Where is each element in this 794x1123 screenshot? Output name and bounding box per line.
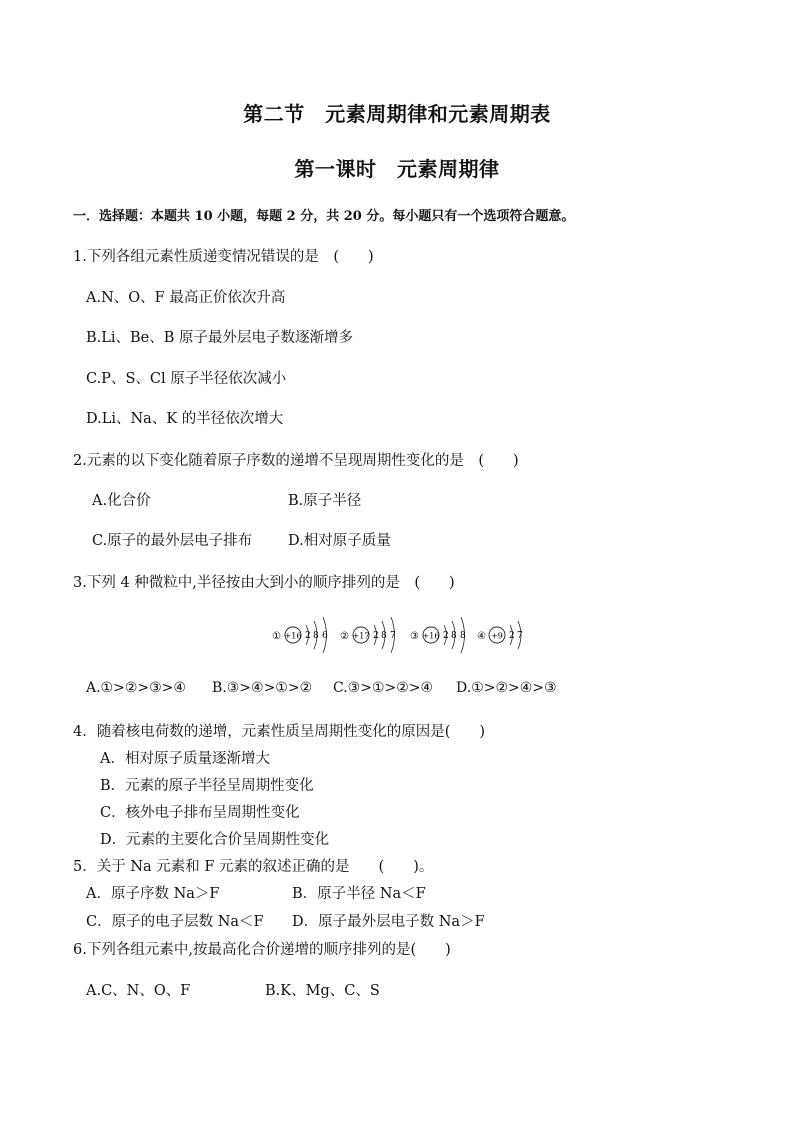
question-4-option-c: C．核外电子排布呈周期性变化 <box>100 805 300 821</box>
particle-3-shell-2: 8 <box>451 631 457 641</box>
question-1-option-a: A.N、O、F 最高正价依次升高 <box>86 290 286 306</box>
question-4-option-a: A．相对原子质量逐渐增大 <box>100 751 270 767</box>
particle-2-nucleus: +17 <box>352 631 370 641</box>
atomic-structure-diagram <box>268 612 528 658</box>
particle-3-nucleus: +16 <box>422 631 440 641</box>
particle-1-diagram <box>272 617 328 653</box>
question-4-stem: 4．随着核电荷数的递增，元素性质呈周期性变化的原因是( ) <box>73 724 486 740</box>
particle-2-number: ② <box>340 631 349 642</box>
question-4-option-b: B．元素的原子半径呈周期性变化 <box>100 778 314 794</box>
page-subtitle: 第一课时 元素周期律 <box>294 157 500 181</box>
question-1-option-d: D.Li、Na、K 的半径依次增大 <box>86 411 284 427</box>
question-3-option-c: C.③>①>②>④ <box>333 680 434 696</box>
question-5-option-d: D．原子最外层电子数 Na＞F <box>292 914 485 930</box>
question-5-option-b: B．原子半径 Na＜F <box>292 886 426 902</box>
particle-1-shell-2: 8 <box>313 631 319 641</box>
particle-3-number: ③ <box>410 631 419 642</box>
particle-1-nucleus: +16 <box>284 631 302 641</box>
particle-3-diagram <box>410 617 466 653</box>
particle-4-diagram <box>477 621 523 649</box>
particle-3-shell-3: 8 <box>460 631 466 641</box>
question-2-stem: 2.元素的以下变化随着原子序数的递增不呈现周期性变化的是 ( ) <box>73 453 519 469</box>
question-5-option-c: C．原子的电子层数 Na＜F <box>86 914 264 930</box>
question-6-option-a: A.C、N、O、F <box>86 983 191 999</box>
particle-1-shell-3: 6 <box>322 631 328 641</box>
question-2-option-c: C.原子的最外层电子排布 <box>92 533 253 549</box>
question-5-stem: 5．关于 Na 元素和 F 元素的叙述正确的是 ( )。 <box>73 859 434 875</box>
section-heading: 一．选择题：本题共 10 小题，每题 2 分，共 20 分。每小题只有一个选项符合题意。 <box>73 209 575 224</box>
page-title: 第二节 元素周期律和元素周期表 <box>243 102 551 126</box>
question-3-stem: 3.下列 4 种微粒中,半径按由大到小的顺序排列的是 ( ) <box>73 575 455 591</box>
question-4-option-d: D．元素的主要化合价呈周期性变化 <box>100 832 330 848</box>
question-1-option-c: C.P、S、Cl 原子半径依次减小 <box>86 371 287 387</box>
particle-2-shell-3: 7 <box>390 631 396 641</box>
question-3-option-a: A.①>②>③>④ <box>86 680 186 696</box>
question-2-option-a: A.化合价 <box>92 493 151 509</box>
question-2-option-b: B.原子半径 <box>288 493 362 509</box>
question-1-stem: 1.下列各组元素性质递变情况错误的是 ( ) <box>73 249 374 265</box>
question-6-stem: 6.下列各组元素中,按最高化合价递增的顺序排列的是( ) <box>73 942 451 958</box>
particle-1-number: ① <box>272 631 281 642</box>
question-3-option-b: B.③>④>①>② <box>212 680 313 696</box>
question-2-option-d: D.相对原子质量 <box>288 533 391 549</box>
particle-2-diagram <box>340 617 396 653</box>
question-3-option-d: D.①>②>④>③ <box>456 680 557 696</box>
particle-4-nucleus: +9 <box>491 631 503 641</box>
question-5-option-a: A．原子序数 Na＞F <box>86 886 220 902</box>
particle-4-shell-1: 2 <box>509 631 515 641</box>
particle-3-shell-1: 2 <box>443 631 449 641</box>
particle-2-shell-2: 8 <box>381 631 387 641</box>
particle-2-shell-1: 2 <box>373 631 379 641</box>
question-1-option-b: B.Li、Be、B 原子最外层电子数逐渐增多 <box>86 330 354 346</box>
particle-4-shell-2: 7 <box>517 631 523 641</box>
particle-1-shell-1: 2 <box>305 631 311 641</box>
question-6-option-b: B.K、Mg、C、S <box>265 983 380 999</box>
particle-4-number: ④ <box>477 631 486 642</box>
